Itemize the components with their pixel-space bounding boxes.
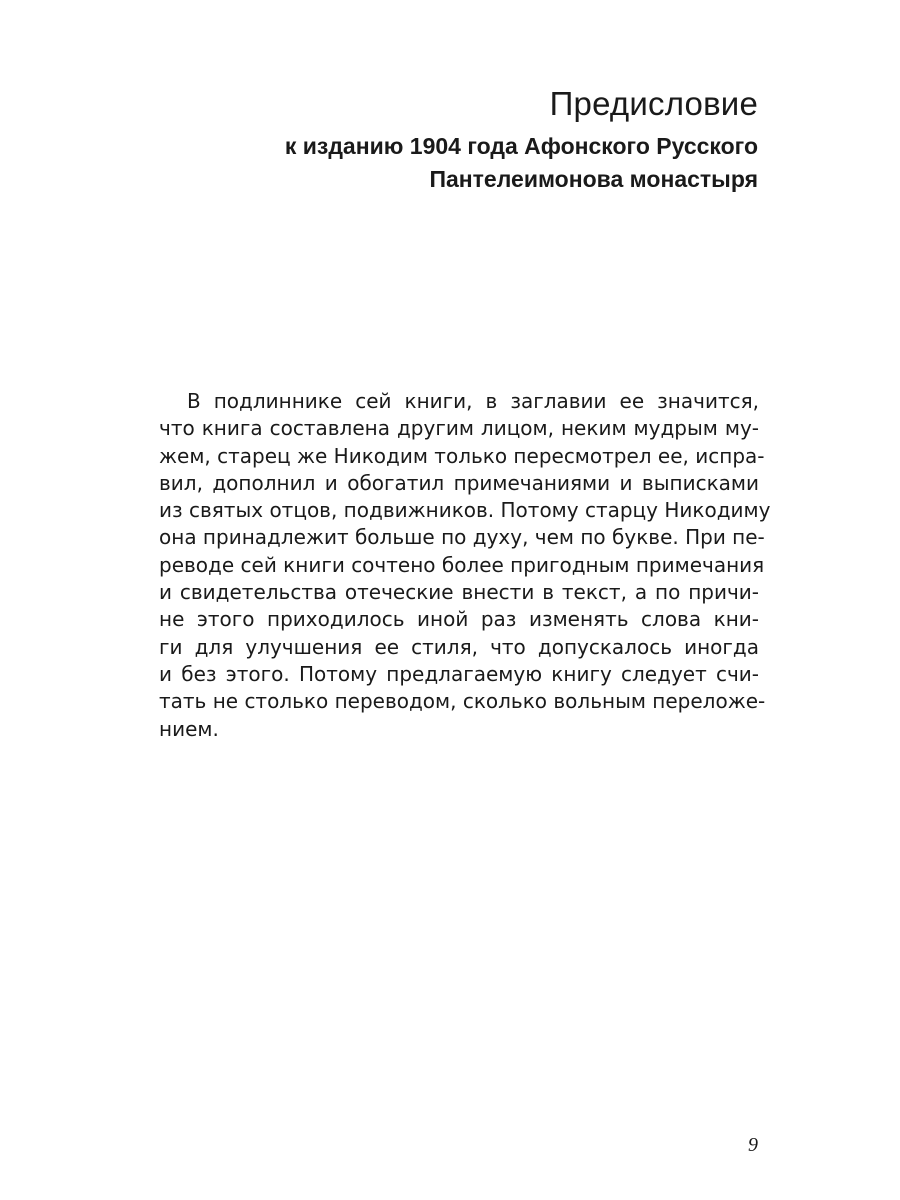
body-line-11: и без этого. Потому предлагаемую книгу следует счи- bbox=[159, 661, 759, 686]
body-line-7: реводе сей книги сочтено более пригодным примечания bbox=[159, 552, 765, 577]
heading-block bbox=[158, 84, 758, 196]
body-line-13: нием. bbox=[159, 716, 219, 741]
body-line-1: В подлиннике сей книги, в заглавии ее значится, bbox=[187, 389, 759, 413]
page-number: 9 bbox=[748, 1134, 758, 1156]
body-line-6: она принадлежит больше по духу, чем по букве. При пе- bbox=[159, 525, 765, 550]
body-line-3: жем, старец же Никодим только пересмотрел ее, испра- bbox=[159, 443, 765, 468]
body-paragraph bbox=[159, 388, 771, 743]
body-line-12: тать не столько переводом, сколько вольным переложе- bbox=[159, 689, 766, 714]
subtitle-line-2: Пантелеимонова монастыря bbox=[429, 166, 758, 192]
subtitle-line-1: к изданию 1904 года Афонского Русского bbox=[284, 133, 758, 159]
body-line-5: из святых отцов, подвижников. Потому старцу Никодиму bbox=[159, 498, 771, 523]
body-line-8: и свидетельства отеческие внести в текст, а по причи- bbox=[159, 580, 759, 605]
body-line-2: что книга составлена другим лицом, неким мудрым му- bbox=[159, 416, 759, 441]
page-title: Предисловие bbox=[549, 85, 758, 122]
body-line-10: ги для улучшения ее стиля, что допускалось иногда bbox=[159, 634, 759, 659]
body-line-4: вил, дополнил и обогатил примечаниями и выписками bbox=[159, 470, 759, 495]
body-line-9: не этого приходилось иной раз изменять слова кни- bbox=[159, 607, 759, 632]
page-subtitle bbox=[158, 130, 758, 196]
